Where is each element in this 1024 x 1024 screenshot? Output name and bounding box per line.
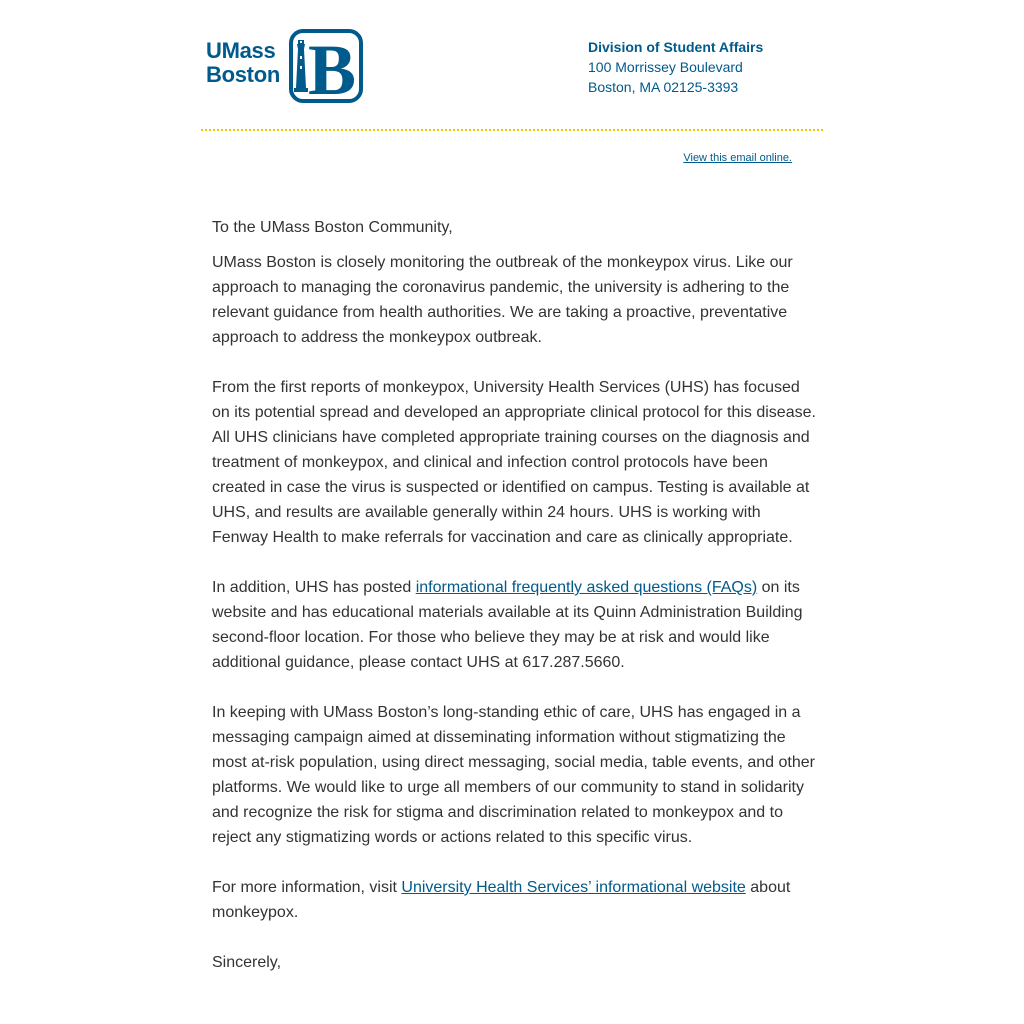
logo-line-2: Boston (206, 62, 280, 87)
message-body (212, 215, 816, 975)
umass-boston-logo (206, 28, 364, 104)
faqs-link[interactable]: informational frequently asked questions (FAQs) (415, 579, 758, 596)
logo-wordmark (206, 39, 280, 87)
logo-line-1: UMass (206, 38, 276, 63)
paragraph-5-text-before: For more information, visit (212, 879, 402, 896)
lighthouse-b-icon (288, 28, 364, 104)
paragraph-5 (212, 875, 816, 925)
department-name: Division of Student Affairs (588, 39, 764, 55)
paragraph-3-text-after: on its website and has educational materials available at its Quinn Administration Building second-floor location. For those who believe they may be at risk and would like additional guidance, please contact UHS at 617.287.5660. (212, 579, 803, 671)
sender-address (588, 37, 763, 97)
paragraph-2: From the first reports of monkeypox, University Health Services (UHS) has focused on its potential spread and developed an appropriate clinical protocol for this disease. All UHS clinicians have completed appropriate training courses on the diagnosis and treatment of monkeypox, and clinical and infection control protocols have been created in case the virus is suspected or identified on campus. Testing is available at UHS, and results are available generally within 24 hours. UHS is working with Fenway Health to make referrals for vaccination and care as clinically appropriate. (212, 379, 816, 546)
greeting: To the UMass Boston Community, (212, 219, 453, 236)
paragraph-4: In keeping with UMass Boston’s long-standing ethic of care, UHS has engaged in a messaging campaign aimed at disseminating information without stigmatizing the most at-risk population, using direct messaging, social media, table events, and other platforms. We would like to urge all members of our community to stand in solidarity and recognize the risk for stigma and discrimination related to monkeypox and to reject any stigmatizing words or actions related to this specific virus. (212, 704, 815, 846)
view-email-online-link[interactable]: View this email online. (683, 152, 792, 164)
paragraph-3 (212, 575, 816, 675)
logo-mark-letter: B (307, 30, 357, 104)
city-state-zip: Boston, MA 02125-3393 (588, 79, 739, 95)
closing: Sincerely, (212, 954, 282, 971)
paragraph-3-text-before: In addition, UHS has posted (212, 579, 416, 596)
paragraph-5-text-after: about monkeypox. (212, 879, 791, 921)
street-address: 100 Morrissey Boulevard (588, 59, 743, 75)
uhs-website-link[interactable]: University Health Services’ informational website (401, 879, 746, 896)
paragraph-1: UMass Boston is closely monitoring the outbreak of the monkeypox virus. Like our approach to managing the coronavirus pandemic, the university is adhering to the relevant guidance from health authorities. We are taking a proactive, preventative approach to address the monkeypox outbreak. (212, 254, 793, 346)
header-divider (201, 129, 823, 131)
